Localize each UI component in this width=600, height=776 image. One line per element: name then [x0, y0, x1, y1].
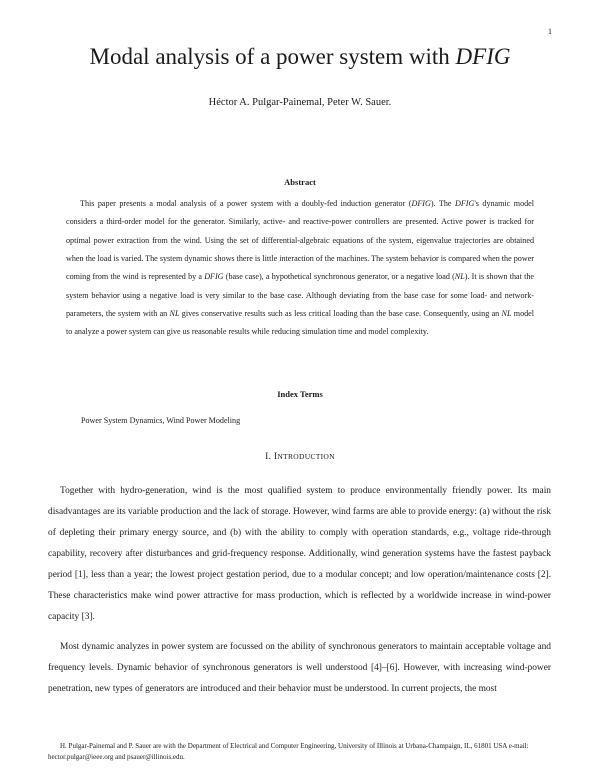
abstract-text: gives conservative results such as less critical loading than the base case. Consequently, using an	[179, 309, 502, 319]
index-terms-heading: Index Terms	[277, 389, 323, 399]
abstract-text: (base case), a hypothetical synchronous generator, or a negative load (	[223, 272, 455, 282]
paper-title	[0, 44, 600, 70]
section-number: I. I	[265, 452, 278, 462]
abstract-text: ). The	[430, 199, 455, 208]
abstract-text: model to analyze a power system can give us reasonable results while reducing simulation time and model complexity.	[66, 309, 535, 337]
body-paragraph: Together with hydro-generation, wind is the most qualified system to produce environmentally friendly power. Its main disadvantages are its variable production and the lack of storage. However, wind farms are able to provide energy: (a) without the risk of depleting their primary energy source, and (b) with the ability to comply with operation standards, e.g., voltage ride-through capability, recovery after disturbances and grid-frequency response. Additionally, wind generation systems have the fastest payback period [1], less than a year; the lowest project gestation period, due to a modular concept; and low operation/maintenance costs [2]. These characteristics make wind power attractive for mass production, which is reflected by a worldwide increase in wind-power capacity [3].	[48, 486, 551, 622]
title-italic: DFIG	[455, 44, 511, 69]
section-heading	[0, 452, 600, 462]
page-number: 1	[548, 27, 552, 36]
abstract-italic: DFIG	[204, 272, 224, 282]
abstract-heading: Abstract	[284, 177, 316, 187]
body-paragraph: Most dynamic analyzes in power system are focussed on the ability of synchronous generators to maintain acceptable voltage and frequency levels. Dynamic behavior of synchronous generators is well understood [4]–[6]. However, with increasing wind-power penetration, new types of generators are introduced and their behavior must be understood. In current projects, the most	[48, 642, 551, 694]
abstract-italic: NL	[454, 272, 465, 282]
abstract-text: This paper presents a modal analysis of a power system with a doubly-fed induction generator (	[80, 199, 412, 208]
abstract-italic: NL	[501, 309, 512, 319]
abstract-italic: DFIG	[454, 199, 475, 208]
section-title: NTRODUCTION	[277, 452, 335, 461]
index-terms: Power System Dynamics, Wind Power Modeling	[81, 416, 241, 425]
abstract-italic: DFIG	[411, 199, 431, 208]
abstract-text: ). It is shown that the system behavior using a negative load is very similar to the base case. Although deviating from the base case for some load- and network- parameters, the system with an	[66, 272, 534, 319]
abstract-text: 's dynamic model considers a third-order model for the generator. Similarly, active- and reactive-power controllers are presented. Active power is tracked for optimal power extraction from the wind. Using the set of differential-algebraic equations of the system, eigenvalue trajectories are obtained when the load is varied. The system dynamic shows there is little interaction of the machines. The system behavior is compared when the power coming from the wind is represented by a	[66, 199, 534, 282]
abstract-italic: NL	[169, 309, 180, 319]
authors: Héctor A. Pulgar-Painemal, Peter W. Sauer.	[208, 97, 392, 108]
title-main: Modal analysis of a power system with	[89, 44, 456, 69]
footnote: H. Pulgar-Painemal and P. Sauer are with the Department of Electrical and Computer Engineering, University of Illinois at Urbana-Champaign, IL, 61801 USA e-mail: hector.pulgar@ieee.org and psauer@illinois.edu.	[48, 742, 529, 761]
abstract-body	[66, 195, 534, 342]
